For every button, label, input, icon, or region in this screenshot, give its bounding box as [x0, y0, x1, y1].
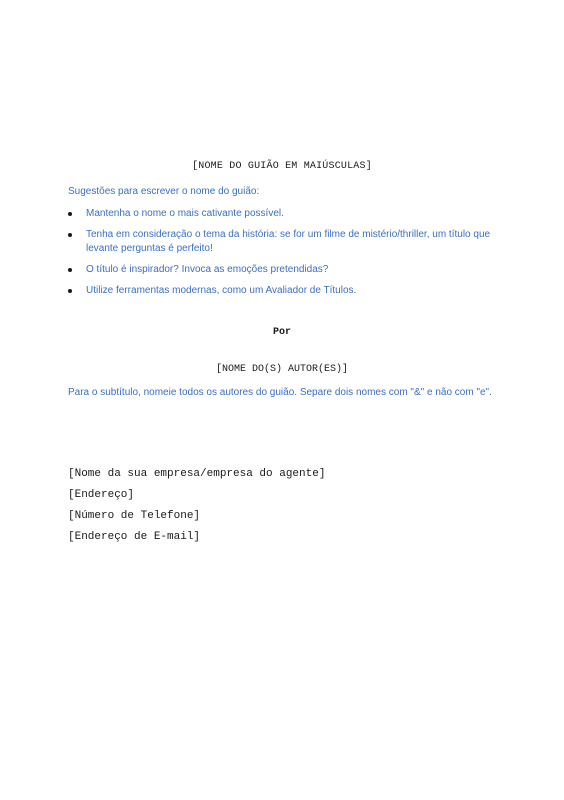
tip-text: Tenha em consideração o tema da história: se for um filme de mistério/thriller, um título que levante perguntas é perfeito! — [86, 229, 491, 254]
bullet-icon — [68, 268, 72, 272]
screenplay-title-text: [NOME DO GUIÃO EM MAIÚSCULAS] — [192, 161, 372, 172]
address-placeholder[interactable]: [Endereço] — [68, 489, 135, 501]
list-item — [68, 207, 508, 221]
screenplay-title-placeholder[interactable] — [0, 161, 564, 172]
bullet-icon — [68, 233, 72, 237]
list-item — [68, 284, 508, 298]
tip-text: Utilize ferramentas modernas, como um Avaliador de Títulos. — [86, 285, 357, 296]
title-tips-list — [68, 207, 508, 305]
company-placeholder[interactable]: [Nome da sua empresa/empresa do agente] — [68, 468, 326, 480]
by-label: Por — [272, 327, 291, 338]
authors-hint: Para o subtítulo, nomeie todos os autores do guião. Separe dois nomes com "&" e não com "e". — [68, 387, 492, 398]
phone-placeholder[interactable]: [Número de Telefone] — [68, 510, 201, 522]
email-placeholder[interactable]: [Endereço de E-mail] — [68, 531, 201, 543]
bullet-icon — [68, 212, 72, 216]
list-item — [68, 263, 508, 277]
list-item — [68, 228, 508, 256]
title-hint: Sugestões para escrever o nome do guião: — [68, 186, 260, 197]
bullet-icon — [68, 289, 72, 293]
tip-text: O título é inspirador? Invoca as emoções pretendidas? — [86, 264, 329, 275]
authors-placeholder[interactable]: [NOME DO(S) AUTOR(ES)] — [215, 364, 349, 375]
tip-text: Mantenha o nome o mais cativante possível. — [86, 208, 284, 219]
